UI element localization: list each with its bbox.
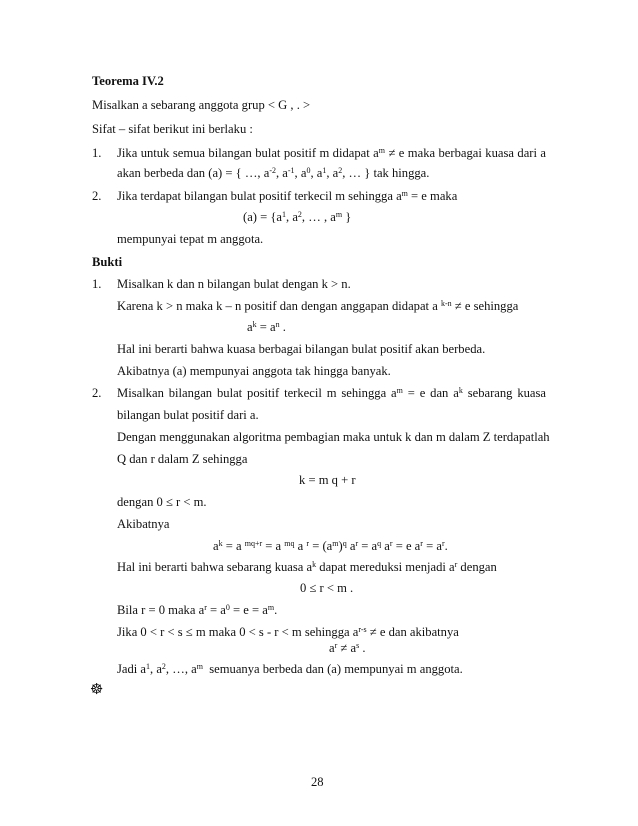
proof-1-line-1: Misalkan k dan n bilangan bulat dengan k > n. [117,277,351,291]
proof-2-line-12: Jika 0 < r < s ≤ m maka 0 < s - r < m sehingga $a^{r-s} \ne e$ dan akibatnya [117,625,459,639]
property-1-line-2: akan berbeda dan (a) = { …, $a^{-2}$, $a^{-1}$, $a^0$, $a^1$, $a^2$, … } tak hingga. [117,166,430,180]
proof-number-1: 1. [92,277,102,291]
proof-2-formula-3: 0 ≤ r < m . [300,581,354,595]
theorem-title: Teorema IV.2 [92,74,164,88]
property-2-line-1: Jika terdapat bilangan bulat positif terkecil m sehingga $a^m = e$ maka [117,189,458,203]
property-2-line-3: mempunyai tepat m anggota. [117,232,264,246]
proof-title: Bukti [92,255,123,269]
end-of-proof-icon: ☸ [90,682,104,698]
item-number-1: 1. [92,146,102,160]
proof-2-line-14: Jadi $a^1$, $a^2$, …, $a^m$ semuanya berbeda dan (a) mempunyai m anggota. [117,662,463,676]
proof-2-line-11: Bila r = 0 maka $a^r = a^0 = e = a^m$. [117,603,278,617]
proof-2-formula-1: k = m q + r [299,473,356,487]
proof-1-line-4: Hal ini berarti bahwa kuasa berbagai bilangan bulat positif akan berbeda. [117,342,486,356]
property-2-formula: $(a) = \{a^1$, $a^2$, … , $a^m$ } [243,210,352,224]
proof-2-formula-4: $a^r \ne a^s$ . [329,641,366,655]
theorem-intro: Misalkan a sebarang anggota grup < G , . > [92,98,311,112]
proof-2-line-2: bilangan bulat positif dari a. [117,408,259,422]
proof-2-line-4: Q dan r dalam Z sehingga [117,452,248,466]
property-1-line-1: Jika untuk semua bilangan bulat positif m didapat $a^m \ne e$ maka berbagai kuasa dari a [117,146,546,160]
proof-2-line-9: Hal ini berarti bahwa sebarang kuasa $a^k$ dapat mereduksi menjadi $a^r$ dengan [117,560,497,574]
proof-2-line-6: dengan 0 ≤ r < m. [117,495,207,509]
proof-2-line-7: Akibatnya [117,517,170,531]
proof-2-line-1: Misalkan bilangan bulat positif terkecil m sehingga $a^m = e$ dan $a^k$ sebarang kuasa [117,386,547,400]
proof-2-line-3: Dengan menggunakan algoritma pembagian maka untuk k dan m dalam Z terdapatlah [117,430,550,444]
properties-intro: Sifat – sifat berikut ini berlaku : [92,122,253,136]
proof-1-line-5: Akibatnya (a) mempunyai anggota tak hingga banyak. [117,364,391,378]
proof-1-formula: $a^k = a^n$ . [247,320,286,334]
proof-number-2: 2. [92,386,102,400]
page-number: 28 [311,775,324,789]
proof-2-formula-2: $a^k = a$ $^{mq+r}$ = a $^{mq}$ a $^r = (a^m)^q$ $a^r = a^q$ $a^r = e$ $a^r = a^r$. [213,539,448,553]
proof-1-line-2: Karena k > n maka k – n positif dan dengan anggapan didapat a $^{k-n}$ ≠ e sehingga [117,299,519,313]
item-number-2: 2. [92,189,102,203]
